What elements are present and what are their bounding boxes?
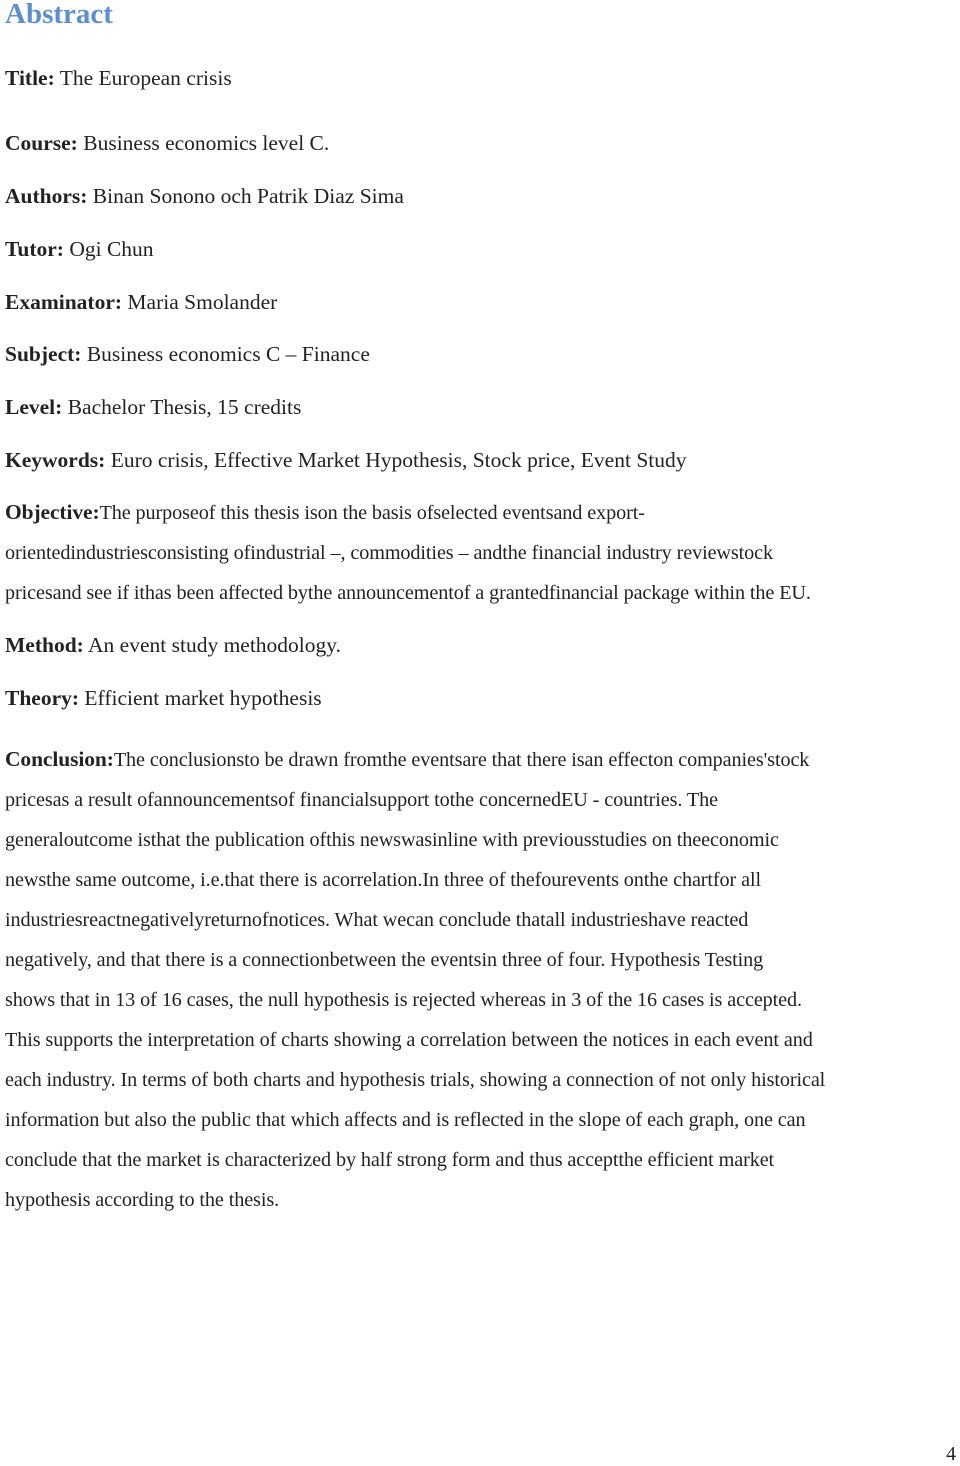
conclusion-line: negatively, and that there is a connectionbetween the eventsin three of four. Hypothesis Testing: [5, 949, 764, 971]
tutor-field: [5, 235, 154, 263]
tutor-label: Tutor:: [5, 237, 64, 261]
method-value: An event study methodology.: [83, 633, 342, 657]
keywords-field: [5, 446, 687, 474]
subject-field: [5, 340, 370, 368]
conclusion-line: hypothesis according to the thesis.: [5, 1189, 280, 1211]
objective-line: orientedindustriesconsisting ofindustrial –, commodities – andthe financial industry reviewstock: [5, 542, 774, 564]
theory-value: Efficient market hypothesis: [79, 686, 322, 710]
theory-field: [5, 684, 322, 712]
examinator-field: [5, 288, 277, 316]
title-value: The European crisis: [54, 66, 232, 90]
conclusion-paragraph: [5, 739, 960, 1220]
conclusion-line: industriesreactnegativelyreturnofnotices. What wecan conclude thatall industrieshave reacted: [5, 909, 749, 931]
subject-label: Subject:: [5, 342, 82, 366]
objective-label: Objective:: [5, 500, 100, 524]
conclusion-line: each industry. In terms of both charts and hypothesis trials, showing a connection of not only historical: [5, 1069, 826, 1091]
title-label: Title:: [5, 66, 55, 90]
level-value: Bachelor Thesis, 15 credits: [62, 395, 302, 419]
course-value: Business economics level C.: [77, 131, 330, 155]
examinator-value: Maria Smolander: [122, 290, 278, 314]
conclusion-line: newsthe same outcome, i.e.that there is acorrelation.In three of thefourevents onthe chartfor all: [5, 869, 761, 891]
course-label: Course:: [5, 131, 78, 155]
subject-value: Business economics C – Finance: [81, 342, 370, 366]
keywords-label: Keywords:: [5, 448, 106, 472]
objective-line: pricesand see if ithas been affected bythe announcementof a grantedfinancial package within the EU.: [5, 582, 811, 604]
conclusion-line: [5, 739, 960, 780]
conclusion-label: Conclusion:: [5, 747, 114, 771]
level-label: Level:: [5, 395, 63, 419]
objective-text: The purposeof this thesis ison the basis ofselected eventsand export-: [99, 502, 645, 524]
examinator-label: Examinator:: [5, 290, 123, 314]
authors-value: Binan Sonono och Patrik Diaz Sima: [87, 184, 404, 208]
course-field: [5, 129, 329, 157]
method-field: [5, 631, 341, 659]
conclusion-line: generaloutcome isthat the publication ofthis newswasinline with previousstudies on theeconomic: [5, 829, 779, 851]
method-label: Method:: [5, 633, 84, 657]
conclusion-line: conclude that the market is characterized by half strong form and thus acceptthe efficient market: [5, 1149, 775, 1171]
conclusion-line: This supports the interpretation of charts showing a correlation between the notices in each event and: [5, 1029, 813, 1051]
conclusion-line: information but also the public that which affects and is reflected in the slope of each graph, one can: [5, 1109, 806, 1131]
conclusion-line: shows that in 13 of 16 cases, the null hypothesis is rejected whereas in 3 of the 16 cases is accepted.: [5, 989, 802, 1011]
conclusion-text: The conclusionsto be drawn fromthe eventsare that there isan effecton companies'stock: [113, 749, 810, 771]
authors-label: Authors:: [5, 184, 88, 208]
objective-paragraph: [5, 492, 960, 613]
conclusion-line: pricesas a result ofannouncementsof financialsupport tothe concernedEU - countries. The: [5, 789, 718, 811]
level-field: [5, 393, 301, 421]
authors-field: [5, 182, 404, 210]
theory-label: Theory:: [5, 686, 80, 710]
page-number: 4: [946, 1443, 956, 1465]
title-field: [5, 64, 232, 92]
tutor-value: Ogi Chun: [63, 237, 154, 261]
keywords-value: Euro crisis, Effective Market Hypothesis, Stock price, Event Study: [105, 448, 687, 472]
abstract-heading: Abstract: [5, 0, 113, 30]
objective-line: [5, 492, 960, 533]
